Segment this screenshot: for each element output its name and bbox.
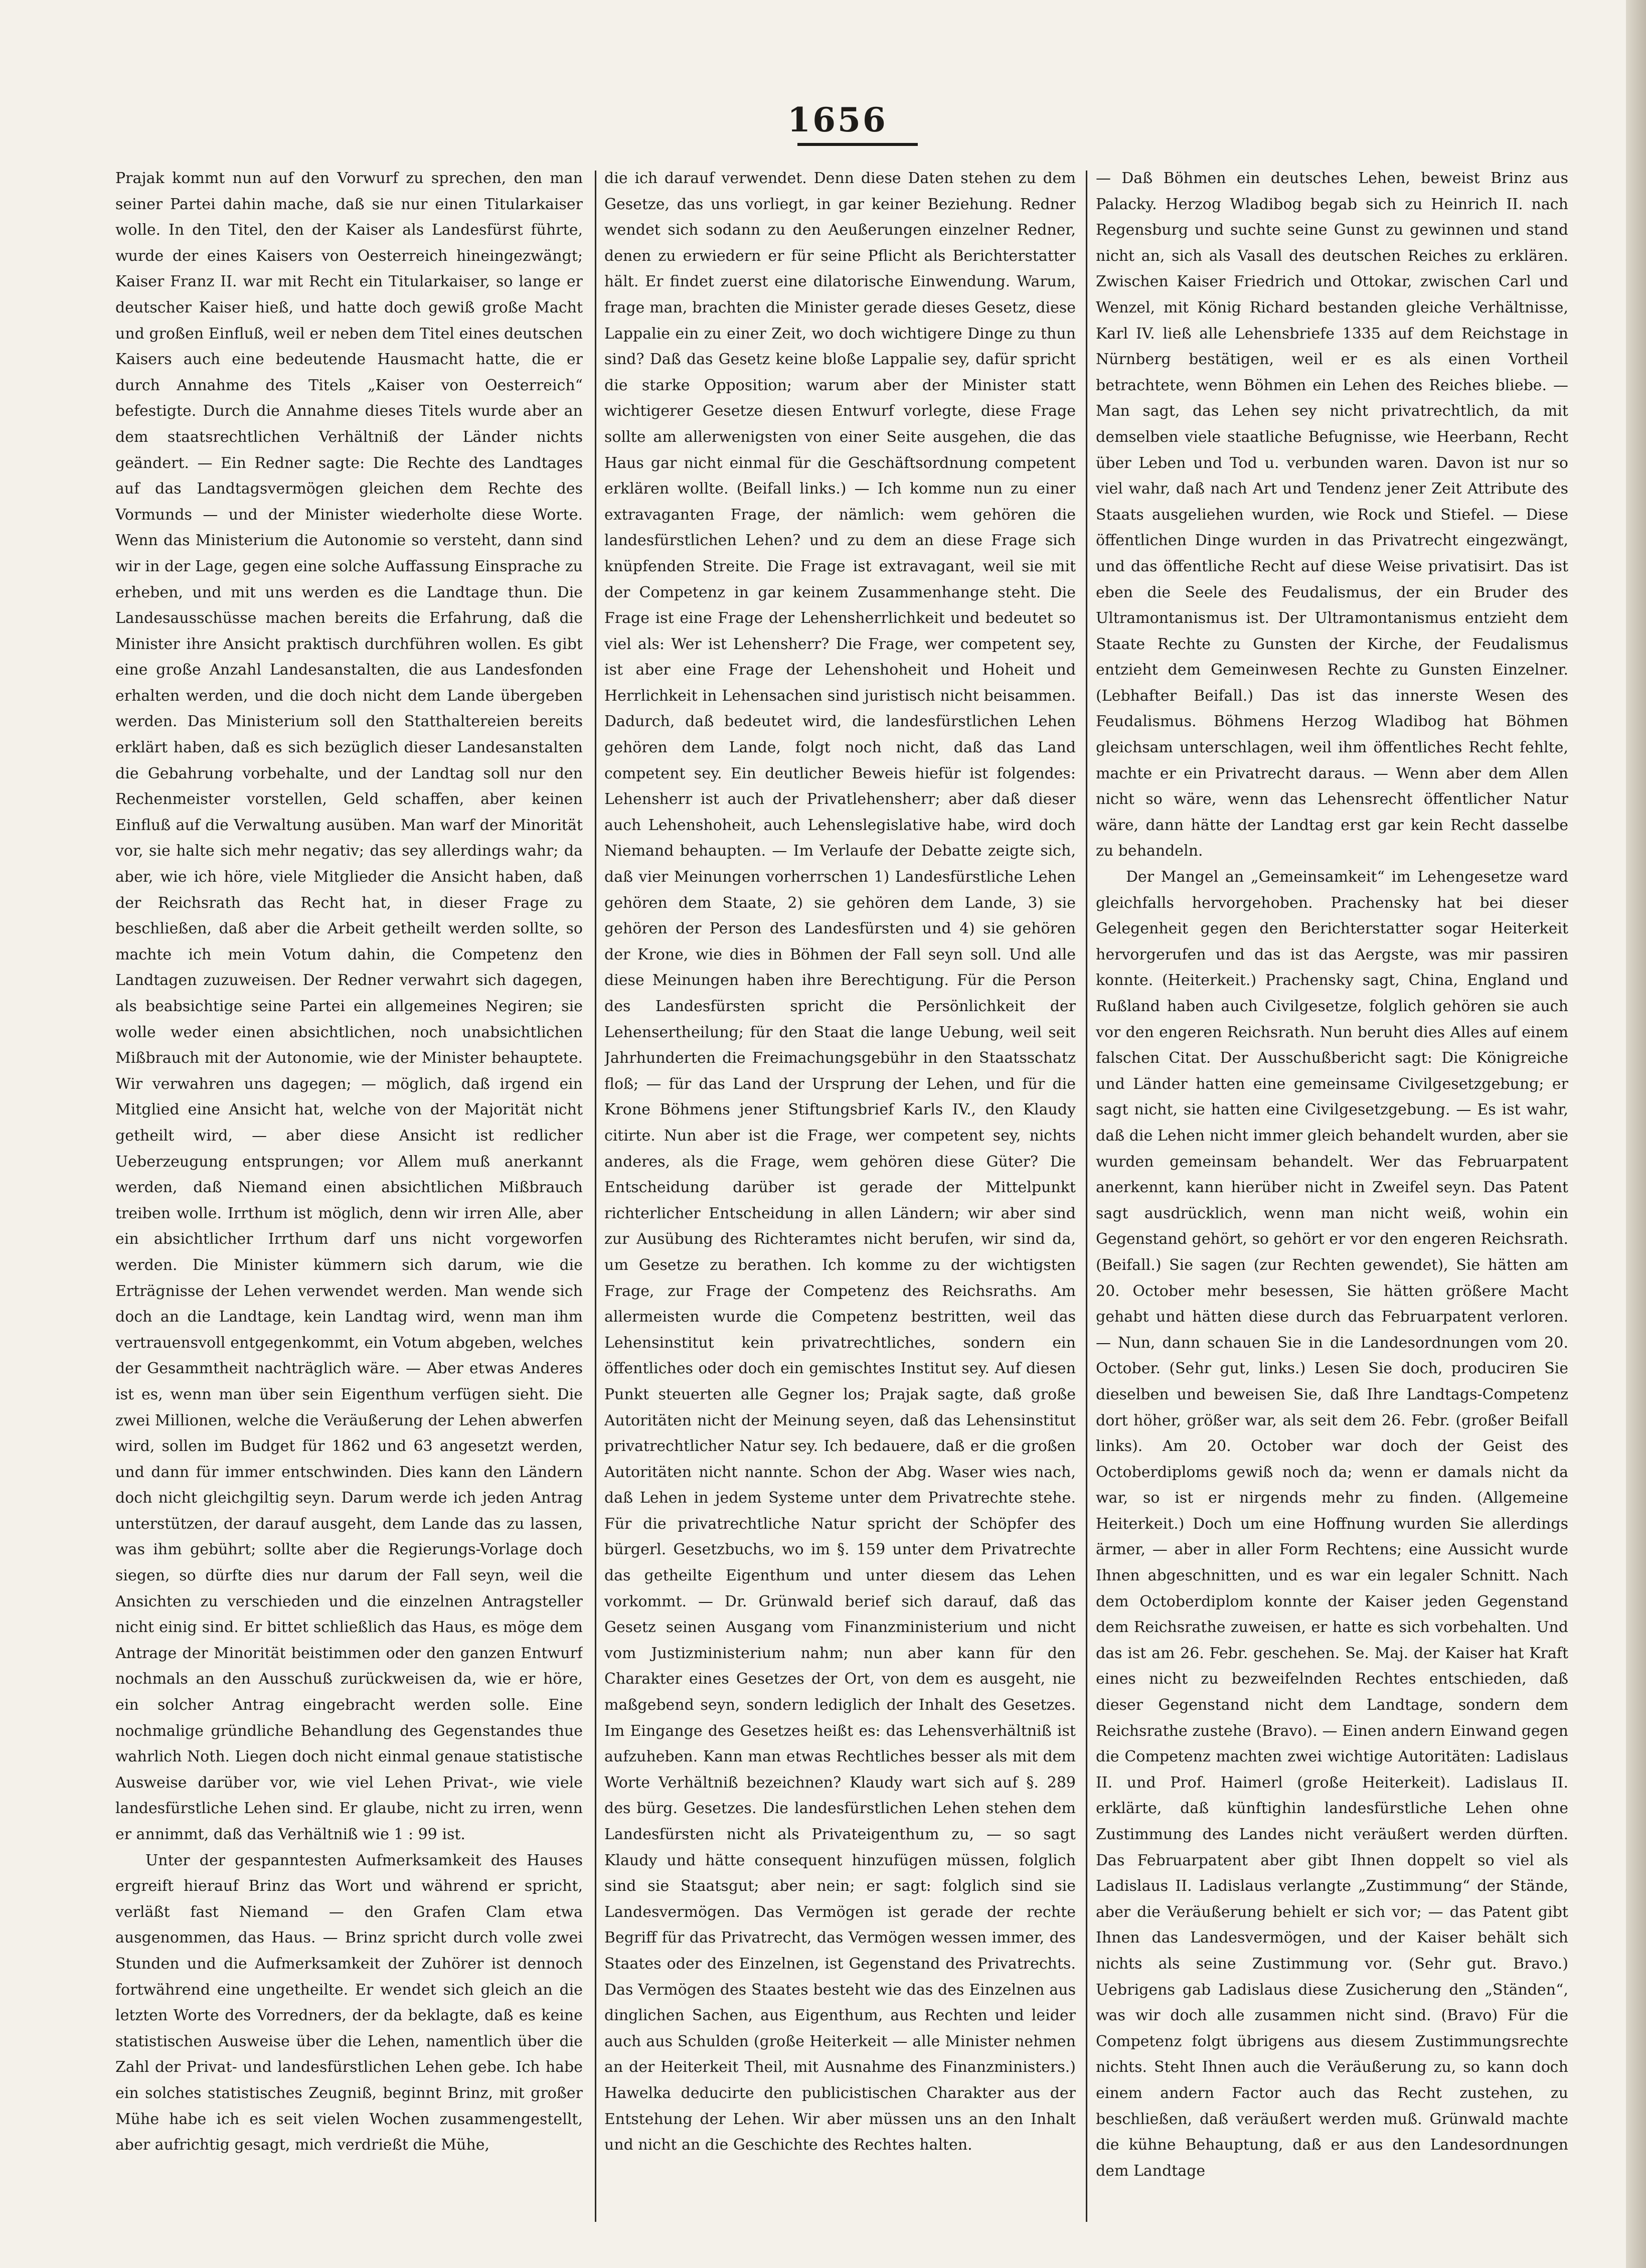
text-column-3 [1096,166,1568,2227]
page-number-underline [797,143,918,146]
text-column-2 [604,166,1076,2227]
column-3-paragraph-1: — Daß Böhmen ein deutsches Lehen, beweist Brinz aus Palacky. Herzog Wladibog begab sich zu Heinrich II. nach Regensburg und suchte seine Gunst zu gewinnen und stand nicht an, sich als Vasall des deutschen Reiches zu erklären. Zwischen Kaiser Friedrich und Ottokar, zwischen Carl und Wenzel, mit König Richard bestanden gleiche Verhältnisse, Karl IV. ließ alle Lehensbriefe 1335 auf dem Reichstage in Nürnberg bestätigen, weil er es als einen Vortheil betrachtete, wenn Böhmen ein Lehen des Reiches bliebe. — Man sagt, das Lehen sey nicht privatrechtlich, da mit demselben viele staatliche Befugnisse, wie Heerbann, Recht über Leben und Tod u. verbunden waren. Davon ist nur so viel wahr, daß nach Art und Tendenz jener Zeit Attribute des Staats ausgeliehen wurden, wie Rock und Stiefel. — Diese öffentlichen Dinge wurden in das Privatrecht eingezwängt, und das öffentliche Recht auf diese Weise privatisirt. Das ist eben die Seele des Feudalismus, der ein Bruder des Ultramontanismus ist. Der Ultramontanismus entzieht dem Staate Rechte zu Gunsten der Kirche, der Feudalismus entzieht dem Gemeinwesen Rechte zu Gunsten Einzelner. (Lebhafter Beifall.) Das ist das innerste Wesen des Feudalismus. Böhmens Herzog Wladibog hat Böhmen gleichsam unterschlagen, weil ihm öffentliches Recht fehlte, machte er ein Privatrecht daraus. — Wenn aber dem Allen nicht so wäre, wenn das Lehensrecht öffentlicher Natur wäre, dann hätte der Landtag erst gar kein Recht dasselbe zu behandeln. [1096,170,1568,860]
scan-edge-shadow [1626,0,1646,2268]
page-number: 1656 [787,100,888,139]
column-1-paragraph-1: Prajak kommt nun auf den Vorwurf zu sprechen, den man seiner Partei dahin mache, daß sie nur einen Titularkaiser wolle. In den Titel, den der Kaiser als Landesfürst führte, wurde der eines Kaisers von Oesterreich hineingezwängt; Kaiser Franz II. war mit Recht ein Titularkaiser, so lange er deutscher Kaiser hieß, und hatte doch gewiß große Macht und großen Einfluß, weil er neben dem Titel eines deutschen Kaisers auch eine bedeutende Hausmacht hatte, die er durch Annahme des Titels „Kaiser von Oesterreich“ befestigte. Durch die Annahme dieses Titels wurde aber an dem staatsrechtlichen Verhältniß der Länder nichts geändert. — Ein Redner sagte: Die Rechte des Landtages auf das Landtagsvermögen gleichen dem Rechte des Vormunds — und der Minister wiederholte diese Worte. Wenn das Ministerium die Autonomie so versteht, dann sind wir in der Lage, gegen eine solche Auffassung Einsprache zu erheben, und mit uns werden es die Landtage thun. Die Landesausschüsse machen bereits die Erfahrung, daß die Minister ihre Ansicht praktisch durchführen wollen. Es gibt eine große Anzahl Landesanstalten, die aus Landesfonden erhalten werden, und die doch nicht dem Lande übergeben werden. Das Ministerium soll den Statthaltereien bereits erklärt haben, daß es sich bezüglich dieser Landesanstalten die Gebahrung vorbehalte, und der Landtag soll nur den Rechenmeister vorstellen, Geld schaffen, aber keinen Einfluß auf die Verwaltung ausüben. Man warf der Minorität vor, sie halte sich mehr negativ; das sey allerdings wahr; da aber, wie ich höre, viele Mitglieder die Ansicht haben, daß der Reichsrath das Recht hat, in dieser Frage zu beschließen, daß aber die Arbeit getheilt werden sollte, so machte ich mein Votum dahin, die Competenz den Landtagen zuzuweisen. Der Redner verwahrt sich dagegen, als beabsichtige seine Partei ein allgemeines Negiren; sie wolle weder einen absichtlichen, noch unabsichtlichen Mißbrauch mit der Autonomie, wie der Minister behauptete. Wir verwahren uns dagegen; — möglich, daß irgend ein Mitglied eine Ansicht hat, welche von der Majorität nicht getheilt wird, — aber diese Ansicht ist redlicher Ueberzeugung entsprungen; vor Allem muß anerkannt werden, daß Niemand einen absichtlichen Mißbrauch treiben wolle. Irrthum ist möglich, denn wir irren Alle, aber ein absichtlicher Irrthum darf uns nicht vorgeworfen werden. Die Minister kümmern sich darum, wie die Erträgnisse der Lehen verwendet werden. Man wende sich doch an die Landtage, kein Landtag wird, wenn man ihm vertrauensvoll entgegenkommt, ein Votum abgeben, welches der Gesammtheit nachträglich wäre. — Aber etwas Anderes ist es, wenn man über sein Eigenthum verfügen sieht. Die zwei Millionen, welche die Veräußerung der Lehen abwerfen wird, sollen im Budget für 1862 und 63 angesetzt werden, und dann für immer entschwinden. Dies kann den Ländern doch nicht gleichgiltig seyn. Darum werde ich jeden Antrag unterstützen, der darauf ausgeht, dem Lande das zu lassen, was ihm gebührt; sollte aber die Regierungs-Vorlage doch siegen, so dürfte dies nur darum der Fall seyn, weil die Ansichten zu verschieden und die einzelnen Antragsteller nicht einig sind. Er bittet schließlich das Haus, es möge dem Antrage der Minorität beistimmen oder den ganzen Entwurf nochmals an den Ausschuß zurückweisen da, wie er höre, ein solcher Antrag eingebracht werden solle. Eine nochmalige gründliche Behandlung des Gegenstandes thue wahrlich Noth. Liegen doch nicht einmal genaue statistische Ausweise darüber vor, wie viel Lehen Privat-, wie viele landesfürstliche Lehen sind. Er glaube, nicht zu irren, wenn er annimmt, daß das Verhältniß wie 1 : 99 ist. [115,170,583,1843]
text-column-1 [115,166,583,2227]
column-divider-2 [1086,171,1087,2222]
column-divider-1 [595,171,596,2222]
column-2-paragraph-1: die ich darauf verwendet. Denn diese Daten stehen zu dem Gesetze, das uns vorliegt, in gar keiner Beziehung. Redner wendet sich sodann zu den Aeußerungen einzelner Redner, denen zu erwiedern er für seine Pflicht als Berichterstatter hält. Er findet zuerst eine dilatorische Einwendung. Warum, frage man, brachten die Minister gerade dieses Gesetz, diese Lappalie ein zu einer Zeit, wo doch wichtigere Dinge zu thun sind? Daß das Gesetz keine bloße Lappalie sey, dafür spricht die starke Opposition; warum aber der Minister statt wichtigerer Gesetze diesen Entwurf vorlegte, diese Frage sollte am allerwenigsten von einer Seite ausgehen, die das Haus gar nicht einmal für die Geschäftsordnung competent erklären wollte. (Beifall links.) — Ich komme nun zu einer extravaganten Frage, der nämlich: wem gehören die landesfürstlichen Lehen? und zu dem an diese Frage sich knüpfenden Streite. Die Frage ist extravagant, weil sie mit der Competenz in gar keinem Zusammenhange steht. Die Frage ist eine Frage der Lehensherrlichkeit und bedeutet so viel als: Wer ist Lehensherr? Die Frage, wer competent sey, ist aber eine Frage der Lehenshoheit und Hoheit und Herrlichkeit in Lehensachen sind juristisch nicht beisammen. Dadurch, daß bedeutet wird, die landesfürstlichen Lehen gehören dem Lande, folgt noch nicht, daß das Land competent sey. Ein deutlicher Beweis hiefür ist folgendes: Lehensherr ist auch der Privatlehensherr; aber daß dieser auch Lehenshoheit, auch Lehenslegislative habe, wird doch Niemand behaupten. — Im Verlaufe der Debatte zeigte sich, daß vier Meinungen vorherrschen 1) Landesfürstliche Lehen gehören dem Staate, 2) sie gehören dem Lande, 3) sie gehören der Person des Landesfürsten und 4) sie gehören der Krone, wie dies in Böhmen der Fall seyn soll. Und alle diese Meinungen haben ihre Berechtigung. Für die Person des Landesfürsten spricht die Persönlichkeit der Lehensertheilung; für den Staat die lange Uebung, weil seit Jahrhunderten die Freimachungsgebühr in den Staatsschatz floß; — für das Land der Ursprung der Lehen, und für die Krone Böhmens jener Stiftungsbrief Karls IV., den Klaudy citirte. Nun aber ist die Frage, wer competent sey, nichts anderes, als die Frage, wem gehören diese Güter? Die Entscheidung darüber ist gerade der Mittelpunkt richterlicher Entscheidung in allen Ländern; wir aber sind zur Ausübung des Richteramtes nicht berufen, wir sind da, um Gesetze zu berathen. Ich komme zu der wichtigsten Frage, zur Frage der Competenz des Reichsraths. Am allermeisten wurde die Competenz bestritten, weil das Lehensinstitut kein privatrechtliches, sondern ein öffentliches oder doch ein gemischtes Institut sey. Auf diesen Punkt steuerten alle Gegner los; Prajak sagte, daß große Autoritäten nicht der Meinung seyen, daß das Lehensinstitut privatrechtlicher Natur sey. Ich bedauere, daß er die großen Autoritäten nicht nannte. Schon der Abg. Waser wies nach, daß Lehen in jedem Systeme unter dem Privatrechte stehe. Für die privatrechtliche Natur spricht der Schöpfer des bürgerl. Gesetzbuchs, wo im §. 159 unter dem Privatrechte das getheilte Eigenthum und unter diesem das Lehen vorkommt. — Dr. Grünwald berief sich darauf, daß das Gesetz seinen Ausgang vom Finanzministerium und nicht vom Justizministerium nahm; nun aber kann für den Charakter eines Gesetzes der Ort, von dem es ausgeht, nie maßgebend seyn, sondern lediglich der Inhalt des Gesetzes. Im Eingange des Gesetzes heißt es: das Lehensverhältniß ist aufzuheben. Kann man etwas Rechtliches besser als mit dem Worte Verhältniß bezeichnen? Klaudy wart sich auf §. 289 des bürg. Gesetzes. Die landesfürstlichen Lehen stehen dem Landesfürsten nicht als Privateigenthum zu, — so sagt Klaudy und hätte consequent hinzufügen müssen, folglich sind sie Staatsgut; aber nein; er sagt: folglich sind sie Landesvermögen. Das Vermögen ist gerade der rechte Begriff für das Privatrecht, das Vermögen wessen immer, des Staates oder des Einzelnen, ist Gegenstand des Privatrechts. Das Vermögen des Staates besteht wie das des Einzelnen aus dinglichen Sachen, aus Eigenthum, aus Rechten und leider auch aus Schulden (große Heiterkeit — alle Minister nehmen an der Heiterkeit Theil, mit Ausnahme des Finanzministers.) Hawelka deducirte den publicistischen Charakter aus der Entstehung der Lehen. Wir aber müssen uns an den Inhalt und nicht an die Geschichte des Rechtes halten. [604,170,1076,2154]
column-3-paragraph-2: Der Mangel an „Gemeinsamkeit“ im Lehengesetze ward gleichfalls hervorgehoben. Prachensky hat bei dieser Gelegenheit gegen den Berichterstatter sogar Heiterkeit hervorgerufen und das ist das Aergste, was mir passiren konnte. (Heiterkeit.) Prachensky sagt, China, England und Rußland haben auch Civilgesetze, folglich gehören sie auch vor den engeren Reichsrath. Nun beruht dies Alles auf einem falschen Citat. Der Ausschußbericht sagt: Die Königreiche und Länder hatten eine gemeinsame Civilgesetzgebung; er sagt nicht, sie hatten eine Civilgesetzgebung. — Es ist wahr, daß die Lehen nicht immer gleich behandelt wurden, aber sie wurden gemeinsam behandelt. Wer das Februarpatent anerkennt, kann hierüber nicht in Zweifel seyn. Das Patent sagt ausdrücklich, wenn man nicht weiß, wohin ein Gegenstand gehört, so gehört er vor den engeren Reichsrath. (Beifall.) Sie sagen (zur Rechten gewendet), Sie hätten am 20. October mehr besessen, Sie hätten größere Macht gehabt und hätten diese durch das Februarpatent verloren. — Nun, dann schauen Sie in die Landesordnungen vom 20. October. (Sehr gut, links.) Lesen Sie doch, produciren Sie dieselben und beweisen Sie, daß Ihre Landtags-Competenz dort höher, größer war, als seit dem 26. Febr. (großer Beifall links). Am 20. October war doch der Geist des Octoberdiploms gewiß noch da; wenn er damals nicht da war, so ist er nirgends mehr zu finden. (Allgemeine Heiterkeit.) Doch um eine Hoffnung wurden Sie allerdings ärmer, — aber in aller Form Rechtens; eine Aussicht wurde Ihnen abgeschnitten, und es war ein legaler Schnitt. Nach dem Octoberdiplom konnte der Kaiser jeden Gegenstand dem Reichsrathe zuweisen, er hatte es sich vorbehalten. Und das ist am 26. Febr. geschehen. Se. Maj. der Kaiser hat Kraft eines nicht zu bezweifelnden Rechtes entschieden, daß dieser Gegenstand nicht dem Landtage, sondern dem Reichsrathe zustehe (Bravo). — Einen andern Einwand gegen die Competenz machten zwei wichtige Autoritäten: Ladislaus II. und Prof. Haimerl (große Heiterkeit). Ladislaus II. erklärte, daß künftighin landesfürstliche Lehen ohne Zustimmung des Landes nicht veräußert werden dürften. Das Februarpatent aber gibt Ihnen doppelt so viel als Ladislaus II. Ladislaus verlangte „Zustimmung“ der Stände, aber die Veräußerung behielt er sich vor; — das Patent gibt Ihnen das Landesvermögen, und der Kaiser behält sich nichts als seine Zustimmung vor. (Sehr gut. Bravo.) Uebrigens gab Ladislaus diese Zusicherung den „Ständen“, was wir doch alle zusammen nicht sind. (Bravo) Für die Competenz folgt übrigens aus diesem Zustimmungsrechte nichts. Steht Ihnen auch die Veräußerung zu, so kann doch einem andern Factor auch das Recht zustehen, zu beschließen, daß veräußert werden muß. Grünwald machte die kühne Behauptung, daß er aus den Landesordnungen dem Landtage [1096,868,1568,2180]
column-1-paragraph-2: Unter der gespanntesten Aufmerksamkeit des Hauses ergreift hierauf Brinz das Wort und während er spricht, verläßt fast Niemand — den Grafen Clam etwa ausgenommen, das Haus. — Brinz spricht durch volle zwei Stunden und die Aufmerksamkeit der Zuhörer ist dennoch fortwährend eine ungetheilte. Er wendet sich gleich an die letzten Worte des Vorredners, der da beklagte, daß es keine statistischen Ausweise über die Lehen, namentlich über die Zahl der Privat- und landesfürstlichen Lehen gebe. Ich habe ein solches statistisches Zeugniß, beginnt Brinz, mit großer Mühe habe ich es seit vielen Wochen zusammengestellt, aber aufrichtig gesagt, mich verdrießt die Mühe, [115,1851,583,2154]
